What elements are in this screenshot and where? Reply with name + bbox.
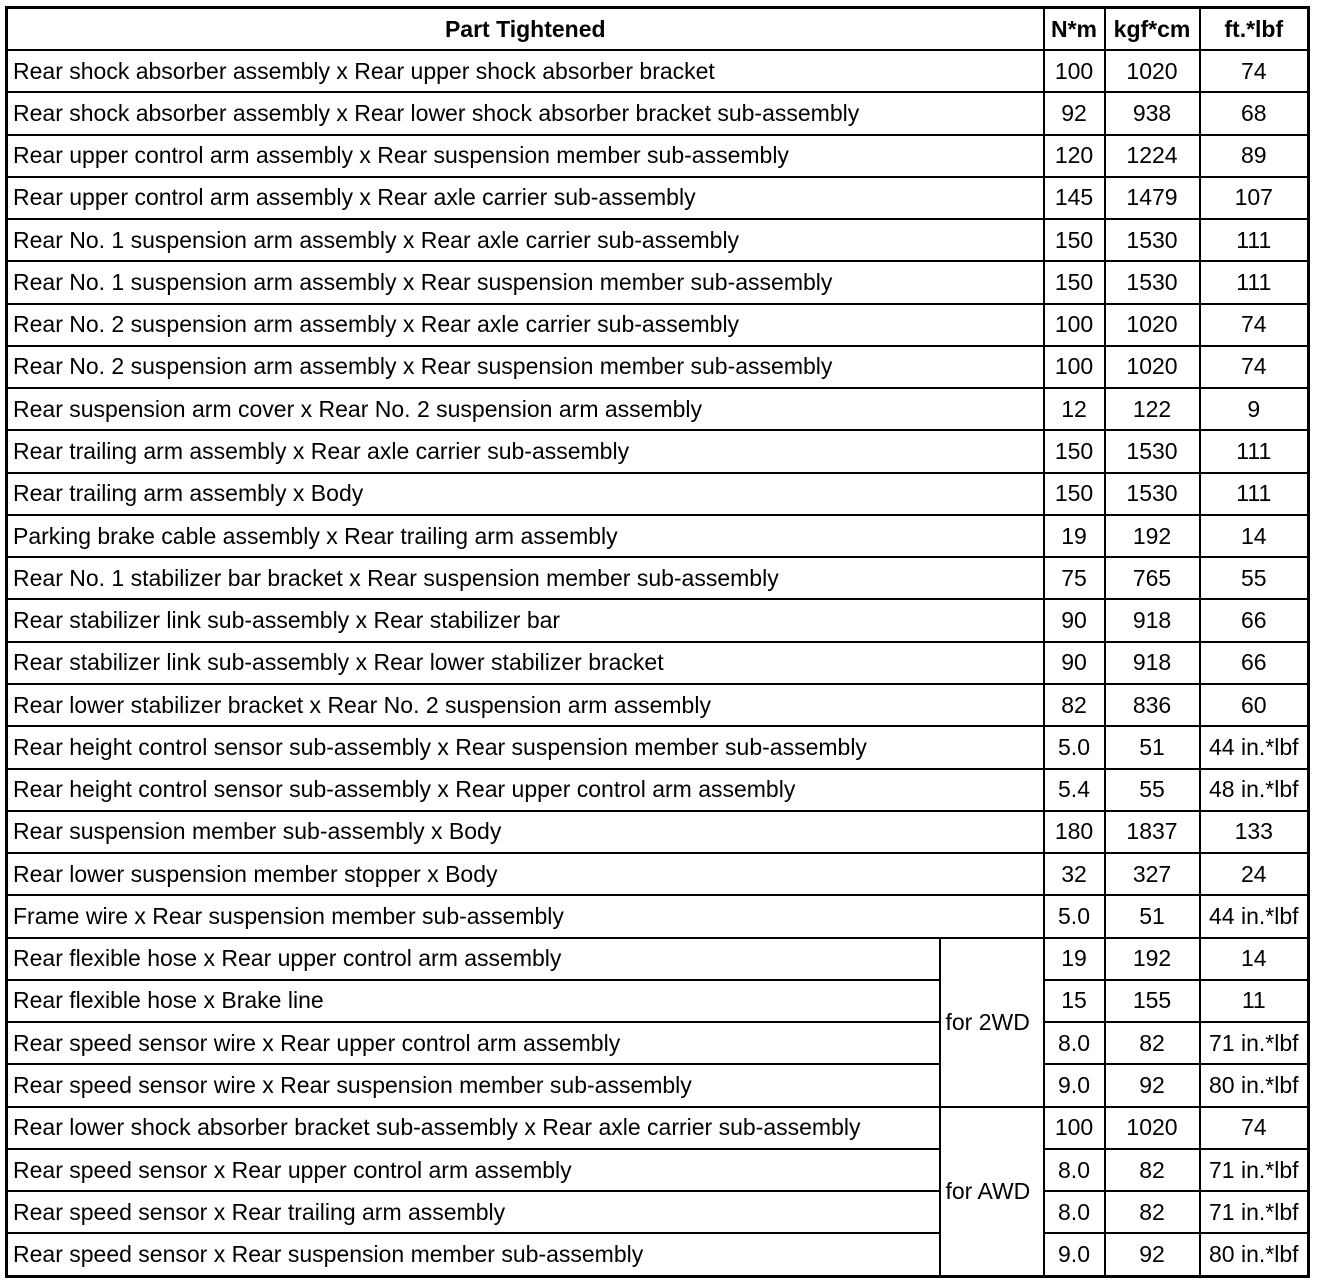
part-cell: Rear speed sensor x Rear upper control arm assembly <box>7 1149 940 1191</box>
nm-cell: 150 <box>1044 473 1105 515</box>
nm-cell: 5.4 <box>1044 769 1105 811</box>
ftlbf-cell: 74 <box>1200 346 1309 388</box>
kgfcm-cell: 1530 <box>1105 219 1200 261</box>
ftlbf-cell: 74 <box>1200 304 1309 346</box>
kgfcm-cell: 92 <box>1105 1233 1200 1276</box>
kgfcm-cell: 82 <box>1105 1022 1200 1064</box>
ftlbf-cell: 74 <box>1200 50 1309 92</box>
part-cell: Rear No. 2 suspension arm assembly x Rear suspension member sub-assembly <box>7 346 1044 388</box>
table-row <box>7 726 1309 768</box>
ftlbf-cell: 14 <box>1200 938 1309 980</box>
nm-cell: 8.0 <box>1044 1022 1105 1064</box>
ftlbf-cell: 111 <box>1200 219 1309 261</box>
table-row <box>7 219 1309 261</box>
kgfcm-cell: 918 <box>1105 599 1200 641</box>
nm-cell: 100 <box>1044 346 1105 388</box>
kgfcm-cell: 1479 <box>1105 177 1200 219</box>
table-row <box>7 430 1309 472</box>
part-cell: Parking brake cable assembly x Rear trailing arm assembly <box>7 515 1044 557</box>
part-cell: Rear suspension arm cover x Rear No. 2 suspension arm assembly <box>7 388 1044 430</box>
table-row <box>7 261 1309 303</box>
ftlbf-cell: 44 in.*lbf <box>1200 895 1309 937</box>
nm-cell: 19 <box>1044 938 1105 980</box>
ftlbf-cell: 66 <box>1200 642 1309 684</box>
table-row <box>7 1064 1309 1106</box>
part-cell: Rear stabilizer link sub-assembly x Rear stabilizer bar <box>7 599 1044 641</box>
kgfcm-cell: 327 <box>1105 853 1200 895</box>
part-cell: Rear shock absorber assembly x Rear upper shock absorber bracket <box>7 50 1044 92</box>
group-note-cell: for 2WD <box>940 938 1044 1107</box>
table-row <box>7 811 1309 853</box>
nm-cell: 12 <box>1044 388 1105 430</box>
kgfcm-cell: 92 <box>1105 1064 1200 1106</box>
ftlbf-cell: 71 in.*lbf <box>1200 1191 1309 1233</box>
table-row <box>7 177 1309 219</box>
part-cell: Rear height control sensor sub-assembly x Rear upper control arm assembly <box>7 769 1044 811</box>
table-row <box>7 1107 1309 1149</box>
table-row <box>7 938 1309 980</box>
ftlbf-cell: 24 <box>1200 853 1309 895</box>
ftlbf-cell: 68 <box>1200 92 1309 134</box>
kgfcm-cell: 1530 <box>1105 261 1200 303</box>
ftlbf-cell: 66 <box>1200 599 1309 641</box>
nm-cell: 100 <box>1044 1107 1105 1149</box>
nm-cell: 145 <box>1044 177 1105 219</box>
table-row <box>7 388 1309 430</box>
part-cell: Rear lower suspension member stopper x Body <box>7 853 1044 895</box>
part-cell: Rear trailing arm assembly x Rear axle carrier sub-assembly <box>7 430 1044 472</box>
group-note-cell: for AWD <box>940 1107 1044 1277</box>
header-kgfcm: kgf*cm <box>1105 8 1200 51</box>
table-row <box>7 1022 1309 1064</box>
part-cell: Rear speed sensor wire x Rear suspension member sub-assembly <box>7 1064 940 1106</box>
table-row <box>7 515 1309 557</box>
ftlbf-cell: 9 <box>1200 388 1309 430</box>
ftlbf-cell: 133 <box>1200 811 1309 853</box>
kgfcm-cell: 82 <box>1105 1191 1200 1233</box>
ftlbf-cell: 60 <box>1200 684 1309 726</box>
kgfcm-cell: 938 <box>1105 92 1200 134</box>
nm-cell: 150 <box>1044 219 1105 261</box>
nm-cell: 180 <box>1044 811 1105 853</box>
kgfcm-cell: 51 <box>1105 895 1200 937</box>
part-cell: Rear speed sensor x Rear suspension member sub-assembly <box>7 1233 940 1276</box>
nm-cell: 150 <box>1044 430 1105 472</box>
kgfcm-cell: 1530 <box>1105 430 1200 472</box>
kgfcm-cell: 836 <box>1105 684 1200 726</box>
nm-cell: 8.0 <box>1044 1191 1105 1233</box>
part-cell: Rear No. 1 stabilizer bar bracket x Rear suspension member sub-assembly <box>7 557 1044 599</box>
part-cell: Rear lower stabilizer bracket x Rear No. 2 suspension arm assembly <box>7 684 1044 726</box>
table-row <box>7 684 1309 726</box>
header-part-tightened: Part Tightened <box>7 8 1044 51</box>
ftlbf-cell: 111 <box>1200 261 1309 303</box>
nm-cell: 5.0 <box>1044 895 1105 937</box>
kgfcm-cell: 155 <box>1105 980 1200 1022</box>
ftlbf-cell: 14 <box>1200 515 1309 557</box>
nm-cell: 82 <box>1044 684 1105 726</box>
nm-cell: 100 <box>1044 304 1105 346</box>
nm-cell: 8.0 <box>1044 1149 1105 1191</box>
ftlbf-cell: 11 <box>1200 980 1309 1022</box>
nm-cell: 75 <box>1044 557 1105 599</box>
part-cell: Rear trailing arm assembly x Body <box>7 473 1044 515</box>
table-row <box>7 135 1309 177</box>
kgfcm-cell: 1020 <box>1105 1107 1200 1149</box>
ftlbf-cell: 48 in.*lbf <box>1200 769 1309 811</box>
ftlbf-cell: 71 in.*lbf <box>1200 1022 1309 1064</box>
table-row <box>7 769 1309 811</box>
kgfcm-cell: 1530 <box>1105 473 1200 515</box>
kgfcm-cell: 918 <box>1105 642 1200 684</box>
part-cell: Rear stabilizer link sub-assembly x Rear lower stabilizer bracket <box>7 642 1044 684</box>
part-cell: Rear lower shock absorber bracket sub-assembly x Rear axle carrier sub-assembly <box>7 1107 940 1149</box>
nm-cell: 5.0 <box>1044 726 1105 768</box>
part-cell: Rear upper control arm assembly x Rear suspension member sub-assembly <box>7 135 1044 177</box>
kgfcm-cell: 192 <box>1105 938 1200 980</box>
nm-cell: 90 <box>1044 599 1105 641</box>
kgfcm-cell: 1020 <box>1105 50 1200 92</box>
nm-cell: 100 <box>1044 50 1105 92</box>
table-row <box>7 1233 1309 1276</box>
table-row <box>7 642 1309 684</box>
nm-cell: 19 <box>1044 515 1105 557</box>
header-ftlbf: ft.*lbf <box>1200 8 1309 51</box>
kgfcm-cell: 1224 <box>1105 135 1200 177</box>
kgfcm-cell: 55 <box>1105 769 1200 811</box>
table-body <box>7 50 1309 1277</box>
kgfcm-cell: 82 <box>1105 1149 1200 1191</box>
kgfcm-cell: 51 <box>1105 726 1200 768</box>
ftlbf-cell: 80 in.*lbf <box>1200 1233 1309 1276</box>
part-cell: Rear No. 2 suspension arm assembly x Rear axle carrier sub-assembly <box>7 304 1044 346</box>
part-cell: Rear flexible hose x Brake line <box>7 980 940 1022</box>
nm-cell: 32 <box>1044 853 1105 895</box>
part-cell: Rear suspension member sub-assembly x Body <box>7 811 1044 853</box>
nm-cell: 120 <box>1044 135 1105 177</box>
ftlbf-cell: 80 in.*lbf <box>1200 1064 1309 1106</box>
part-cell: Frame wire x Rear suspension member sub-assembly <box>7 895 1044 937</box>
part-cell: Rear No. 1 suspension arm assembly x Rear suspension member sub-assembly <box>7 261 1044 303</box>
kgfcm-cell: 1837 <box>1105 811 1200 853</box>
ftlbf-cell: 111 <box>1200 430 1309 472</box>
ftlbf-cell: 44 in.*lbf <box>1200 726 1309 768</box>
table-row <box>7 346 1309 388</box>
nm-cell: 90 <box>1044 642 1105 684</box>
ftlbf-cell: 111 <box>1200 473 1309 515</box>
nm-cell: 15 <box>1044 980 1105 1022</box>
table-row <box>7 599 1309 641</box>
table-row <box>7 304 1309 346</box>
ftlbf-cell: 71 in.*lbf <box>1200 1149 1309 1191</box>
kgfcm-cell: 765 <box>1105 557 1200 599</box>
ftlbf-cell: 74 <box>1200 1107 1309 1149</box>
nm-cell: 150 <box>1044 261 1105 303</box>
kgfcm-cell: 1020 <box>1105 304 1200 346</box>
nm-cell: 9.0 <box>1044 1233 1105 1276</box>
table-row <box>7 853 1309 895</box>
ftlbf-cell: 107 <box>1200 177 1309 219</box>
part-cell: Rear upper control arm assembly x Rear axle carrier sub-assembly <box>7 177 1044 219</box>
kgfcm-cell: 122 <box>1105 388 1200 430</box>
part-cell: Rear flexible hose x Rear upper control arm assembly <box>7 938 940 980</box>
table-row <box>7 557 1309 599</box>
kgfcm-cell: 192 <box>1105 515 1200 557</box>
part-cell: Rear shock absorber assembly x Rear lower shock absorber bracket sub-assembly <box>7 92 1044 134</box>
table-row <box>7 895 1309 937</box>
header-row <box>7 8 1309 51</box>
nm-cell: 9.0 <box>1044 1064 1105 1106</box>
ftlbf-cell: 89 <box>1200 135 1309 177</box>
table-row <box>7 1149 1309 1191</box>
ftlbf-cell: 55 <box>1200 557 1309 599</box>
kgfcm-cell: 1020 <box>1105 346 1200 388</box>
part-cell: Rear No. 1 suspension arm assembly x Rear axle carrier sub-assembly <box>7 219 1044 261</box>
part-cell: Rear height control sensor sub-assembly x Rear suspension member sub-assembly <box>7 726 1044 768</box>
table-row <box>7 1191 1309 1233</box>
table-row <box>7 473 1309 515</box>
torque-spec-table <box>5 6 1310 1278</box>
table-row <box>7 92 1309 134</box>
nm-cell: 92 <box>1044 92 1105 134</box>
table-row <box>7 980 1309 1022</box>
part-cell: Rear speed sensor wire x Rear upper control arm assembly <box>7 1022 940 1064</box>
table-row <box>7 50 1309 92</box>
part-cell: Rear speed sensor x Rear trailing arm assembly <box>7 1191 940 1233</box>
header-nm: N*m <box>1044 8 1105 51</box>
